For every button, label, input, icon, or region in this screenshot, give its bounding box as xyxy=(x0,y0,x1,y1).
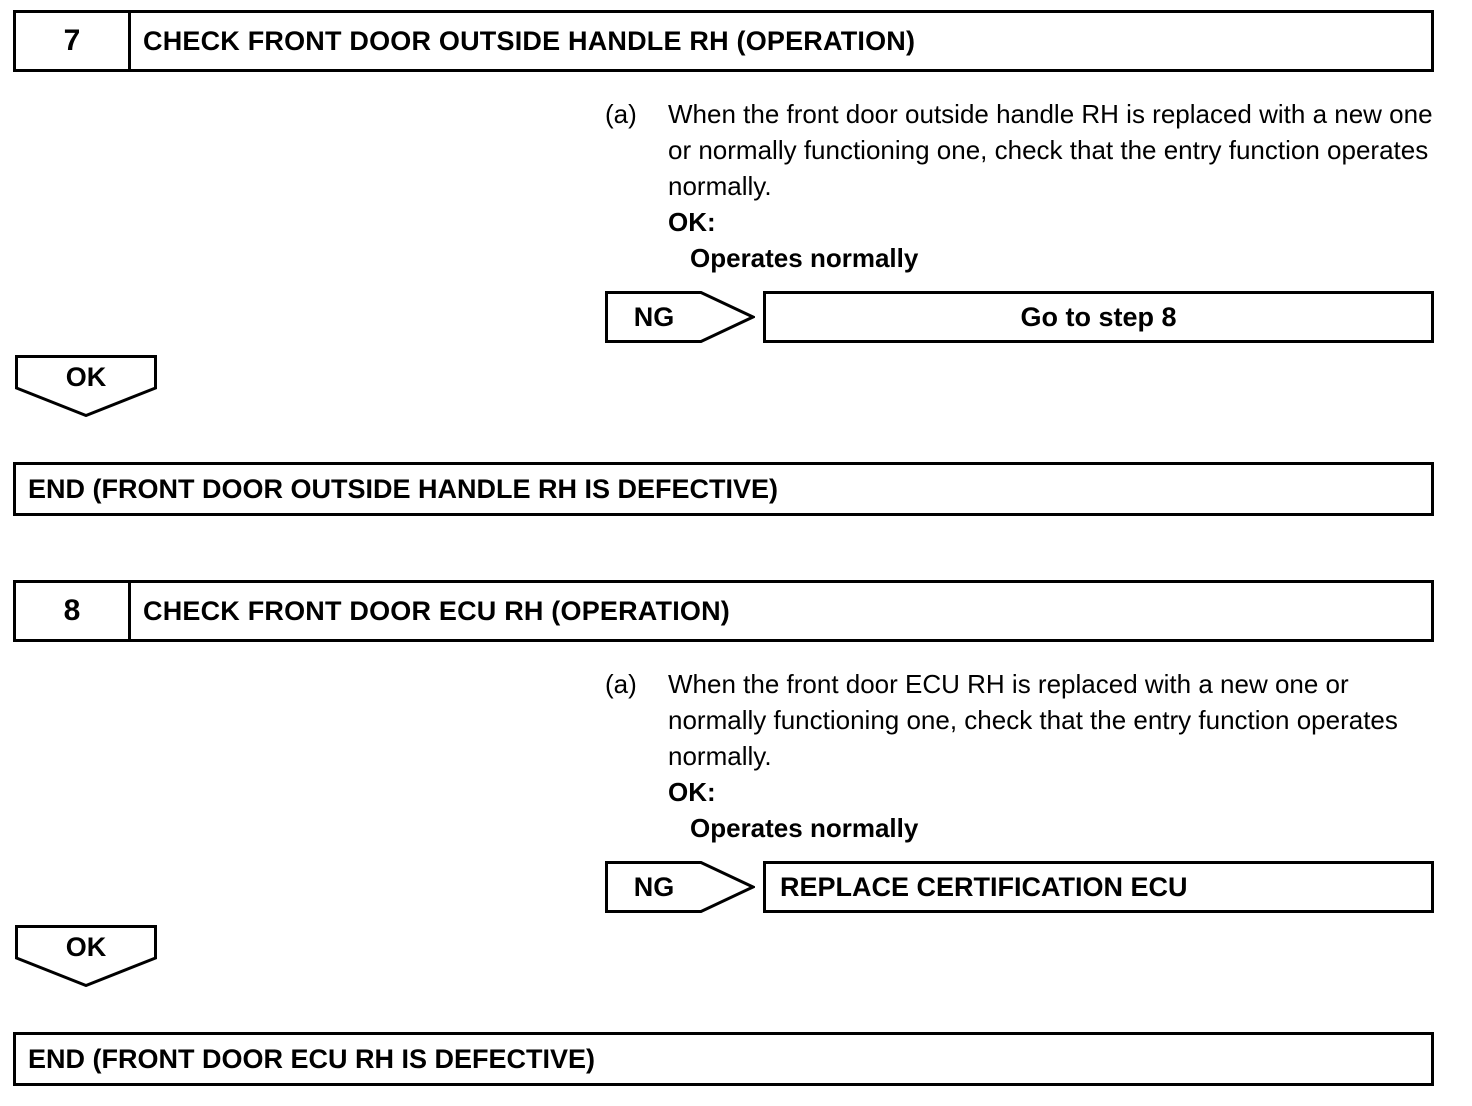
ng-arrow-icon xyxy=(605,291,755,343)
ng-arrow-icon xyxy=(605,861,755,913)
step-8-ok-condition: Operates normally xyxy=(690,813,919,843)
step-8-item-marker: (a) xyxy=(605,669,637,699)
step-7-ok-condition: Operates normally xyxy=(690,243,919,273)
step-8-number: 8 xyxy=(16,583,131,639)
step-7-ok-label: OK: xyxy=(668,207,716,237)
step-8-title: CHECK FRONT DOOR ECU RH (OPERATION) xyxy=(143,595,730,626)
step-8-instruction-block xyxy=(605,666,1434,846)
step-7-title: CHECK FRONT DOOR OUTSIDE HANDLE RH (OPERATION) xyxy=(143,25,916,56)
step-7-instruction-body xyxy=(668,96,1434,276)
step-7-ng-row xyxy=(605,291,1434,343)
step-7-header xyxy=(13,10,1434,72)
step-8-end-box: END (FRONT DOOR ECU RH IS DEFECTIVE) xyxy=(13,1032,1434,1086)
ok-down-arrow-icon xyxy=(15,355,157,417)
step-7-instruction-text: When the front door outside handle RH is replaced with a new one or normally functioning one, check that the entry function operates normally. xyxy=(668,99,1433,201)
step-8-ng-connector-label: NG xyxy=(633,872,675,902)
step-8-ng-action-box: REPLACE CERTIFICATION ECU xyxy=(763,861,1434,913)
step-8-header xyxy=(13,580,1434,642)
step-7-number: 7 xyxy=(16,13,131,69)
step-7-end-box: END (FRONT DOOR OUTSIDE HANDLE RH IS DEFECTIVE) xyxy=(13,462,1434,516)
section-divider-space xyxy=(13,516,1434,580)
step-7-instruction-block xyxy=(605,96,1434,276)
step-8-instruction-body xyxy=(668,666,1434,846)
step-7-ng-action-box: Go to step 8 xyxy=(763,291,1434,343)
step-8-ng-row xyxy=(605,861,1434,913)
ok-down-arrow-icon xyxy=(15,925,157,987)
step-8-instruction-text: When the front door ECU RH is replaced with a new one or normally functioning one, check that the entry function operates normally. xyxy=(668,669,1398,771)
step-8-ok-connector-label: OK xyxy=(65,932,107,962)
step-7-ok-connector-label: OK xyxy=(65,362,107,392)
step-7-ng-connector-label: NG xyxy=(633,302,675,332)
step-7-item-marker: (a) xyxy=(605,99,637,129)
step-8-ok-label: OK: xyxy=(668,777,716,807)
